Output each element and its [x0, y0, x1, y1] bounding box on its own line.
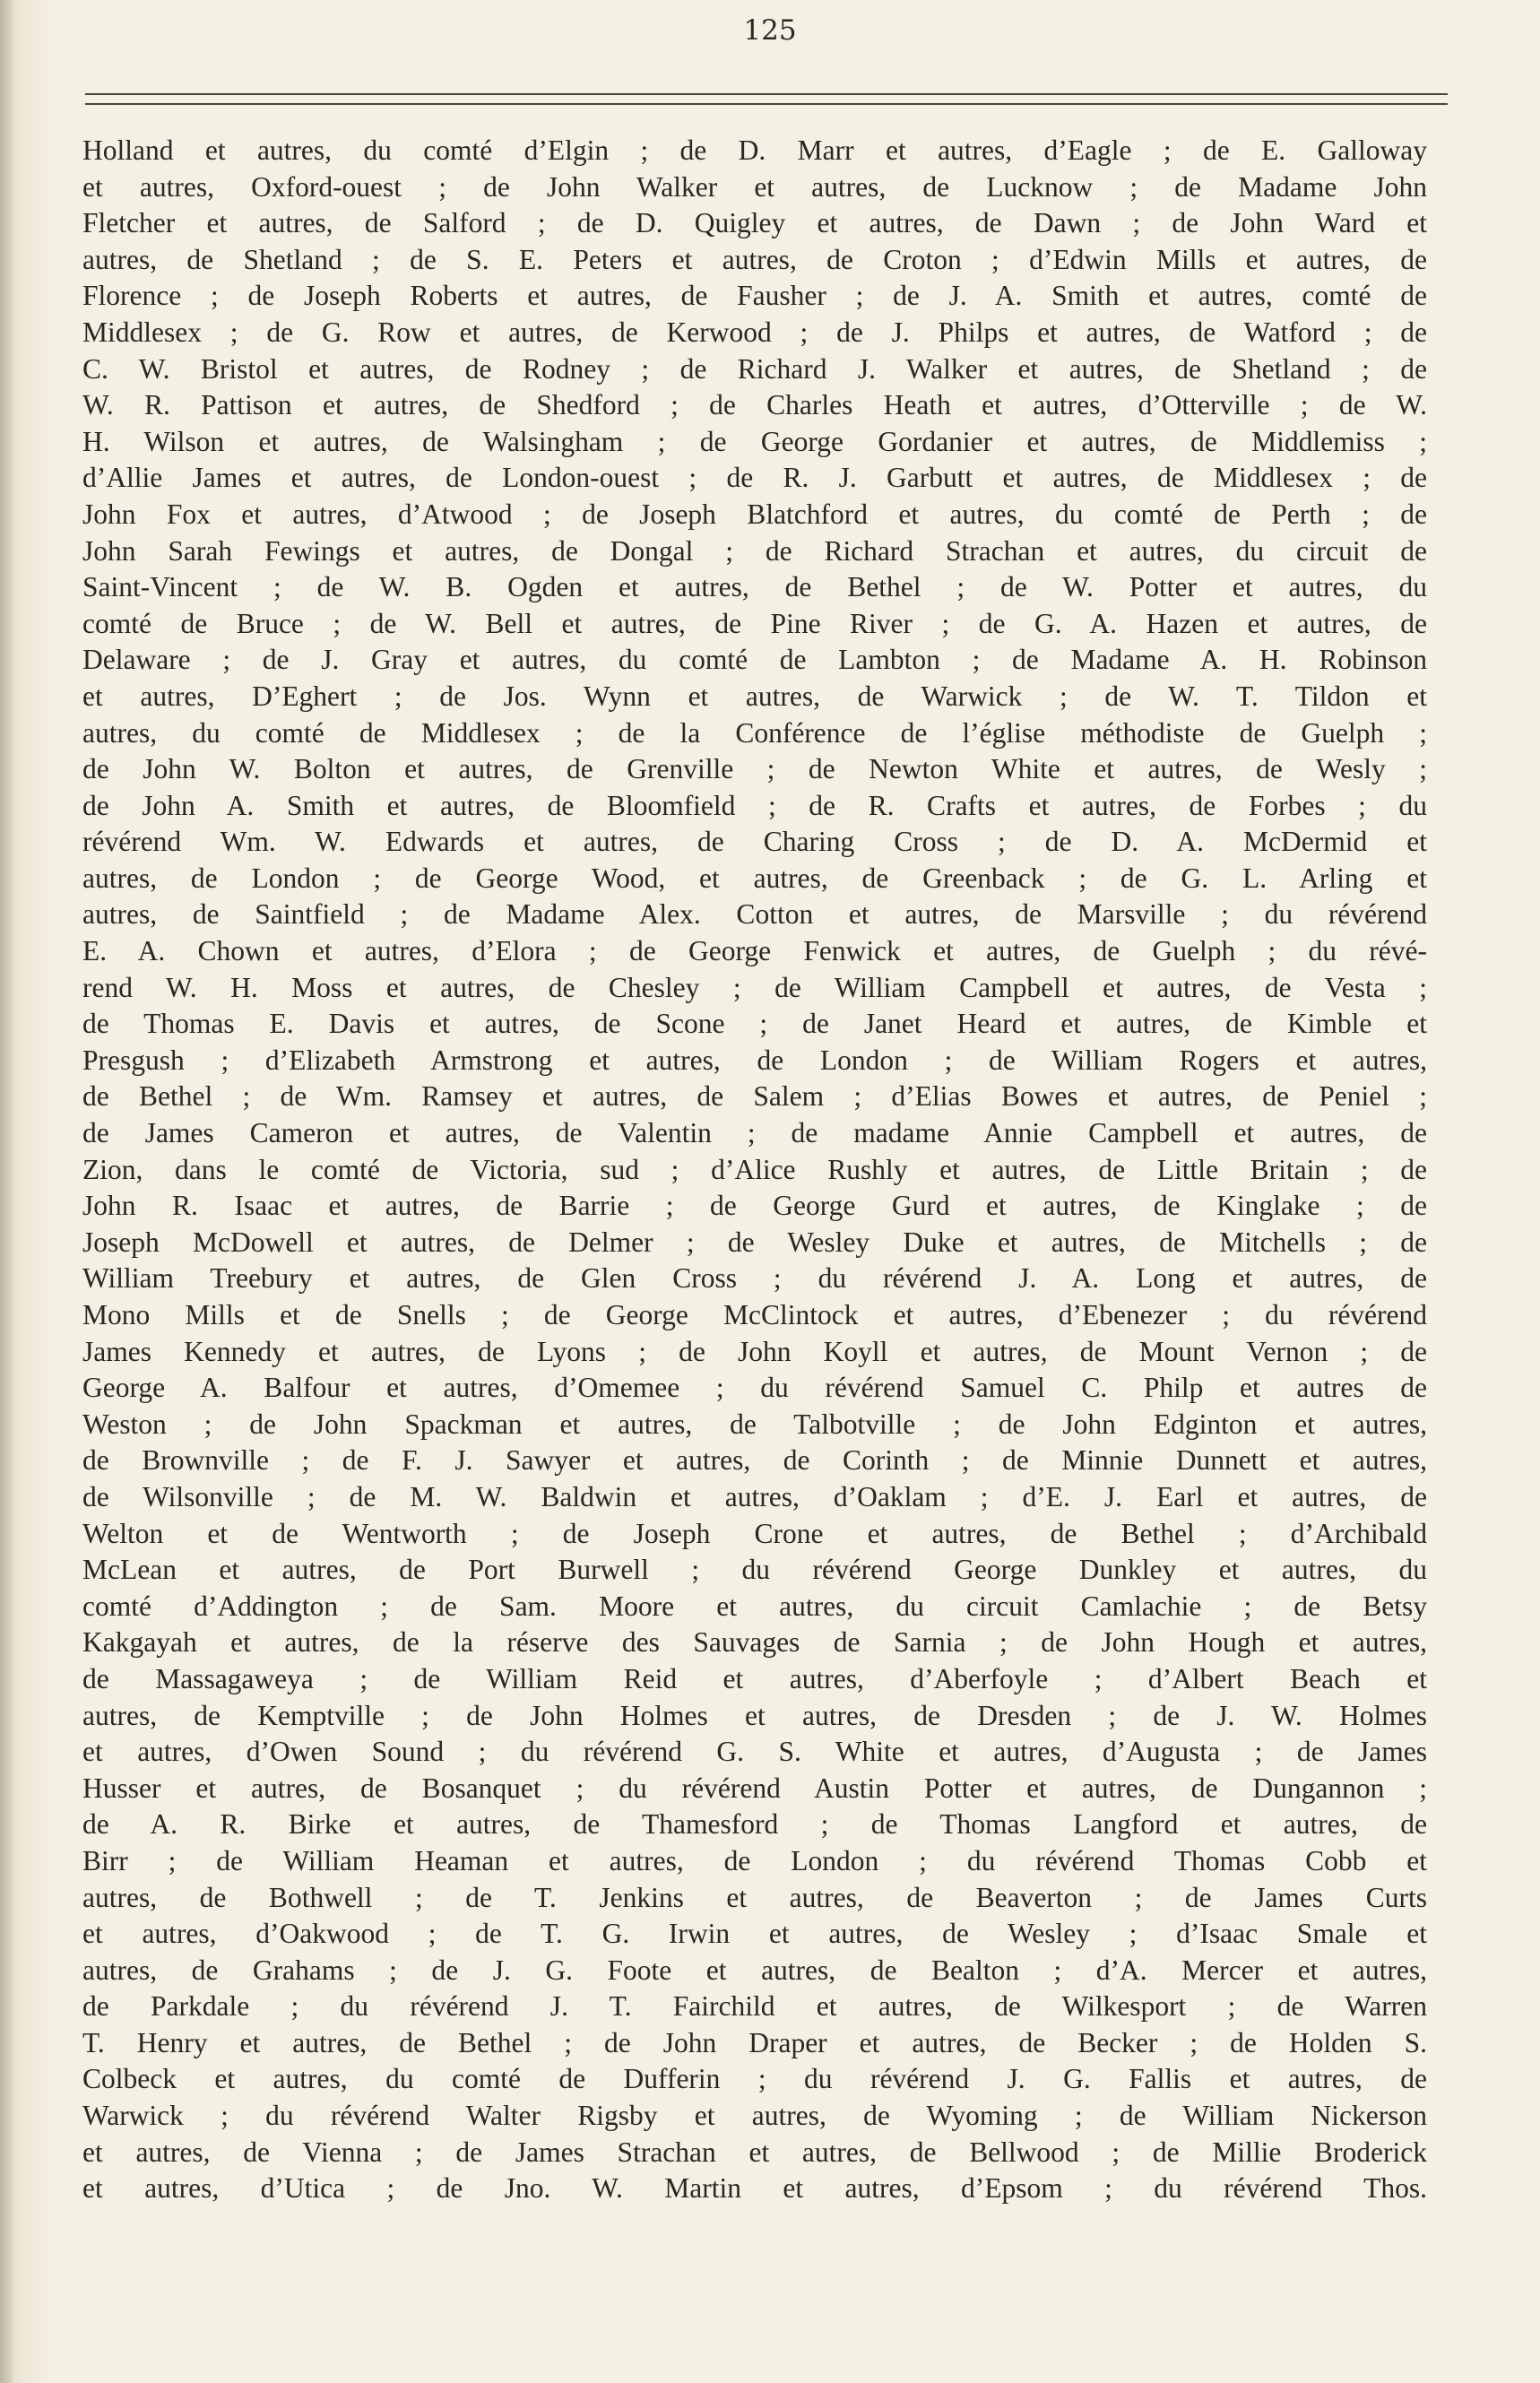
text-line: de John A. Smith et autres, de Bloomfield ; de R. Crafts et autres, de Forbes ; du [82, 789, 1427, 821]
text-line: de James Cameron et autres, de Valentin ; de madame Annie Campbell et autres, de [82, 1117, 1427, 1149]
text-line: William Treebury et autres, de Glen Cross ; du révérend J. A. Long et autres, de [82, 1262, 1427, 1295]
text-line: autres, de Saintfield ; de Madame Alex. Cotton et autres, de Marsville ; du révérend [82, 898, 1427, 931]
text-line: Warwick ; du révérend Walter Rigsby et autres, de Wyoming ; de William Nickerson [82, 2100, 1427, 2132]
text-line: George A. Balfour et autres, d’Omemee ; du révérend Samuel C. Philp et autres de [82, 1372, 1427, 1404]
text-line: Welton et de Wentworth ; de Joseph Crone et autres, de Bethel ; d’Archibald [82, 1517, 1427, 1549]
text-line: et autres, d’Utica ; de Jno. W. Martin et autres, d’Epsom ; du révérend Thos. [82, 2172, 1427, 2205]
text-line: Zion, dans le comté de Victoria, sud ; d’Alice Rushly et autres, de Little Britain ; de [82, 1153, 1427, 1185]
text-line: John Sarah Fewings et autres, de Dongal ; de Richard Strachan et autres, du circuit de [82, 534, 1427, 567]
text-line: révérend Wm. W. Edwards et autres, de Charing Cross ; de D. A. McDermid et [82, 826, 1427, 858]
text-line: Husser et autres, de Bosanquet ; du révérend Austin Potter et autres, de Dungannon ; [82, 1772, 1427, 1804]
text-line: Presgush ; d’Elizabeth Armstrong et autres, de London ; de William Rogers et autres, [82, 1044, 1427, 1076]
page-spine-shadow [0, 0, 13, 2383]
text-line: de Massagaweya ; de William Reid et autres, d’Aberfoyle ; d’Albert Beach et [82, 1662, 1427, 1694]
text-line: Fletcher et autres, de Salford ; de D. Quigley et autres, de Dawn ; de John Ward et [82, 207, 1427, 239]
text-line: Delaware ; de J. Gray et autres, du comté de Lambton ; de Madame A. H. Robinson [82, 644, 1427, 676]
text-line: autres, de London ; de George Wood, et autres, de Greenback ; de G. L. Arling et [82, 862, 1427, 894]
text-line: James Kennedy et autres, de Lyons ; de John Koyll et autres, de Mount Vernon ; de [82, 1335, 1427, 1367]
text-line: Kakgayah et autres, de la réserve des Sauvages de Sarnia ; de John Hough et autres, [82, 1626, 1427, 1659]
text-line: H. Wilson et autres, de Walsingham ; de George Gordanier et autres, de Middlemiss ; [82, 425, 1427, 457]
text-line: rend W. H. Moss et autres, de Chesley ; de William Campbell et autres, de Vesta ; [82, 971, 1427, 1003]
text-line: et autres, d’Oakwood ; de T. G. Irwin et autres, de Wesley ; d’Isaac Smale et [82, 1918, 1427, 1950]
text-line: Florence ; de Joseph Roberts et autres, de Fausher ; de J. A. Smith et autres, comté de [82, 280, 1427, 312]
text-line: Colbeck et autres, du comté de Dufferin ; du révérend J. G. Fallis et autres, de [82, 2063, 1427, 2095]
text-line: comté d’Addington ; de Sam. Moore et autres, du circuit Camlachie ; de Betsy [82, 1590, 1427, 1622]
text-line: de Brownville ; de F. J. Sawyer et autres, de Corinth ; de Minnie Dunnett et autres, [82, 1444, 1427, 1477]
text-line: W. R. Pattison et autres, de Shedford ; de Charles Heath et autres, d’Otterville ; de W. [82, 389, 1427, 421]
text-line: d’Allie James et autres, de London-ouest ; de R. J. Garbutt et autres, de Middlesex ; de [82, 462, 1427, 494]
header-rule-bottom [85, 103, 1448, 105]
text-line: John R. Isaac et autres, de Barrie ; de George Gurd et autres, de Kinglake ; de [82, 1190, 1427, 1222]
text-line: Mono Mills et de Snells ; de George McClintock et autres, d’Ebenezer ; du révérend [82, 1299, 1427, 1330]
text-line: T. Henry et autres, de Bethel ; de John Draper et autres, de Becker ; de Holden S. [82, 2026, 1427, 2058]
text-line: autres, de Bothwell ; de T. Jenkins et autres, de Beaverton ; de James Curts [82, 1881, 1427, 1913]
text-line: autres, de Shetland ; de S. E. Peters et autres, de Croton ; d’Edwin Mills et autres, de [82, 243, 1427, 275]
text-line: de Thomas E. Davis et autres, de Scone ; de Janet Heard et autres, de Kimble et [82, 1008, 1427, 1040]
text-line: John Fox et autres, d’Atwood ; de Joseph Blatchford et autres, du comté de Perth ; de [82, 498, 1427, 530]
text-line: de Parkdale ; du révérend J. T. Fairchild et autres, de Wilkesport ; de Warren [82, 1990, 1427, 2023]
text-line: autres, de Grahams ; de J. G. Foote et autres, de Bealton ; d’A. Mercer et autres, [82, 1954, 1427, 1986]
text-line: de John W. Bolton et autres, de Grenville ; de Newton White et autres, de Wesly ; [82, 753, 1427, 785]
text-line: Holland et autres, du comté d’Elgin ; de D. Marr et autres, d’Eagle ; de E. Galloway [82, 134, 1427, 166]
page-number: 125 [743, 14, 797, 47]
text-line: autres, du comté de Middlesex ; de la Conférence de l’église méthodiste de Guelph ; [82, 716, 1427, 749]
text-line: de Bethel ; de Wm. Ramsey et autres, de Salem ; d’Elias Bowes et autres, de Peniel ; [82, 1080, 1427, 1113]
text-line: et autres, Oxford-ouest ; de John Walker et autres, de Lucknow ; de Madame John [82, 170, 1427, 203]
text-line: McLean et autres, de Port Burwell ; du révérend George Dunkley et autres, du [82, 1554, 1427, 1586]
header-rule-top [85, 93, 1448, 95]
text-line: C. W. Bristol et autres, de Rodney ; de Richard J. Walker et autres, de Shetland ; de [82, 352, 1427, 385]
body-text [82, 133, 1427, 2207]
text-line: Middlesex ; de G. Row et autres, de Kerwood ; de J. Philps et autres, de Watford ; de [82, 316, 1427, 348]
text-line: de Wilsonville ; de M. W. Baldwin et autres, d’Oaklam ; d’E. J. Earl et autres, de [82, 1480, 1427, 1512]
text-line: de A. R. Birke et autres, de Thamesford ; de Thomas Langford et autres, de [82, 1808, 1427, 1841]
text-line: et autres, D’Eghert ; de Jos. Wynn et autres, de Warwick ; de W. T. Tildon et [82, 680, 1427, 712]
text-line: et autres, d’Owen Sound ; du révérend G. S. White et autres, d’Augusta ; de James [82, 1736, 1427, 1768]
text-line: Joseph McDowell et autres, de Delmer ; de Wesley Duke et autres, de Mitchells ; de [82, 1226, 1427, 1258]
text-line: Weston ; de John Spackman et autres, de Talbotville ; de John Edginton et autres, [82, 1408, 1427, 1440]
text-line: Birr ; de William Heaman et autres, de London ; du révérend Thomas Cobb et [82, 1844, 1427, 1876]
text-line: et autres, de Vienna ; de James Strachan et autres, de Bellwood ; de Millie Broderick [82, 2136, 1427, 2168]
text-line: Saint-Vincent ; de W. B. Ogden et autres, de Bethel ; de W. Potter et autres, du [82, 571, 1427, 603]
text-line: autres, de Kemptville ; de John Holmes et autres, de Dresden ; de J. W. Holmes [82, 1699, 1427, 1731]
text-line: E. A. Chown et autres, d’Elora ; de George Fenwick et autres, de Guelph ; du révé- [82, 935, 1427, 967]
text-line: comté de Bruce ; de W. Bell et autres, de Pine River ; de G. A. Hazen et autres, de [82, 607, 1427, 639]
